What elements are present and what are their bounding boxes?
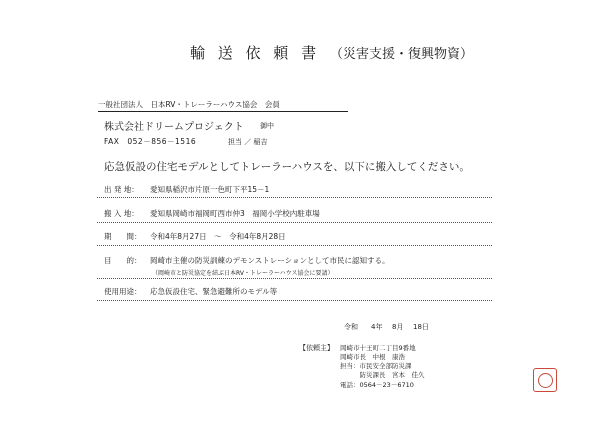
requester-mayor: 岡崎市長 中根 康浩: [340, 353, 405, 361]
destination-value: 愛知県岡崎市福岡町西市仲3 福岡小学校内駐車場: [150, 209, 320, 218]
departure-value: 愛知県稲沢市片原一色町下平15－1: [150, 185, 270, 194]
association-underline: [98, 111, 348, 112]
purpose-label: 目 的：: [104, 256, 142, 265]
requester-address: 岡崎市十王町二丁目9番地: [340, 344, 416, 352]
purpose-note: （岡崎市と防災協定を結ぶ日本RV・トレーラーハウス協会に要請）: [152, 270, 334, 277]
requester-manager: 防災課長 宮本 佳久: [340, 371, 425, 379]
purpose-value: 岡崎市主催の防災訓練のデモンストレーションとして市民に認知する。: [150, 256, 390, 265]
document-title: 輸 送 依 頼 書: [190, 44, 321, 62]
company-name: 株式会社ドリームプロジェクト: [104, 122, 244, 133]
row-divider: [97, 222, 492, 223]
row-divider: [97, 197, 492, 198]
request-intro: 応急仮設の住宅モデルとしてトレーラーハウスを、以下に搬入してください。: [104, 161, 470, 173]
date-month: 8月: [392, 323, 404, 331]
requester-department: 担当：市民安全部防災課: [340, 362, 412, 370]
usage-label: 使用用途：: [104, 287, 142, 296]
period-value: 令和4年8月27日 ～ 令和4年8月28日: [150, 232, 286, 241]
requester-phone: 電話：0564－23－6710: [340, 381, 414, 389]
usage-value: 応急仮設住宅、緊急避難所のモデル等: [150, 287, 278, 296]
departure-label: 出 発 地：: [104, 185, 139, 194]
official-seal-stamp: [533, 368, 557, 392]
row-divider: [97, 300, 492, 301]
fax-number: FAX 052－856－1516: [104, 137, 197, 146]
date-day: 18日: [413, 323, 429, 331]
date-era: 令和: [344, 323, 358, 331]
association-name: 一般社団法人 日本RV・トレーラーハウス協会 会員: [98, 100, 280, 109]
requester-label: 【依頼主】: [299, 344, 334, 352]
row-divider: [97, 245, 492, 246]
honorific: 御中: [260, 122, 274, 130]
contact-person: 担当 ／ 稲吉: [228, 138, 268, 146]
seal-inner-ring: [538, 373, 553, 388]
date-year: 4年: [371, 323, 383, 331]
period-label: 期 間：: [104, 232, 142, 241]
document-subtitle: （災害支援・復興物資）: [330, 47, 474, 62]
destination-label: 搬 入 地：: [104, 209, 139, 218]
row-divider: [97, 278, 492, 279]
